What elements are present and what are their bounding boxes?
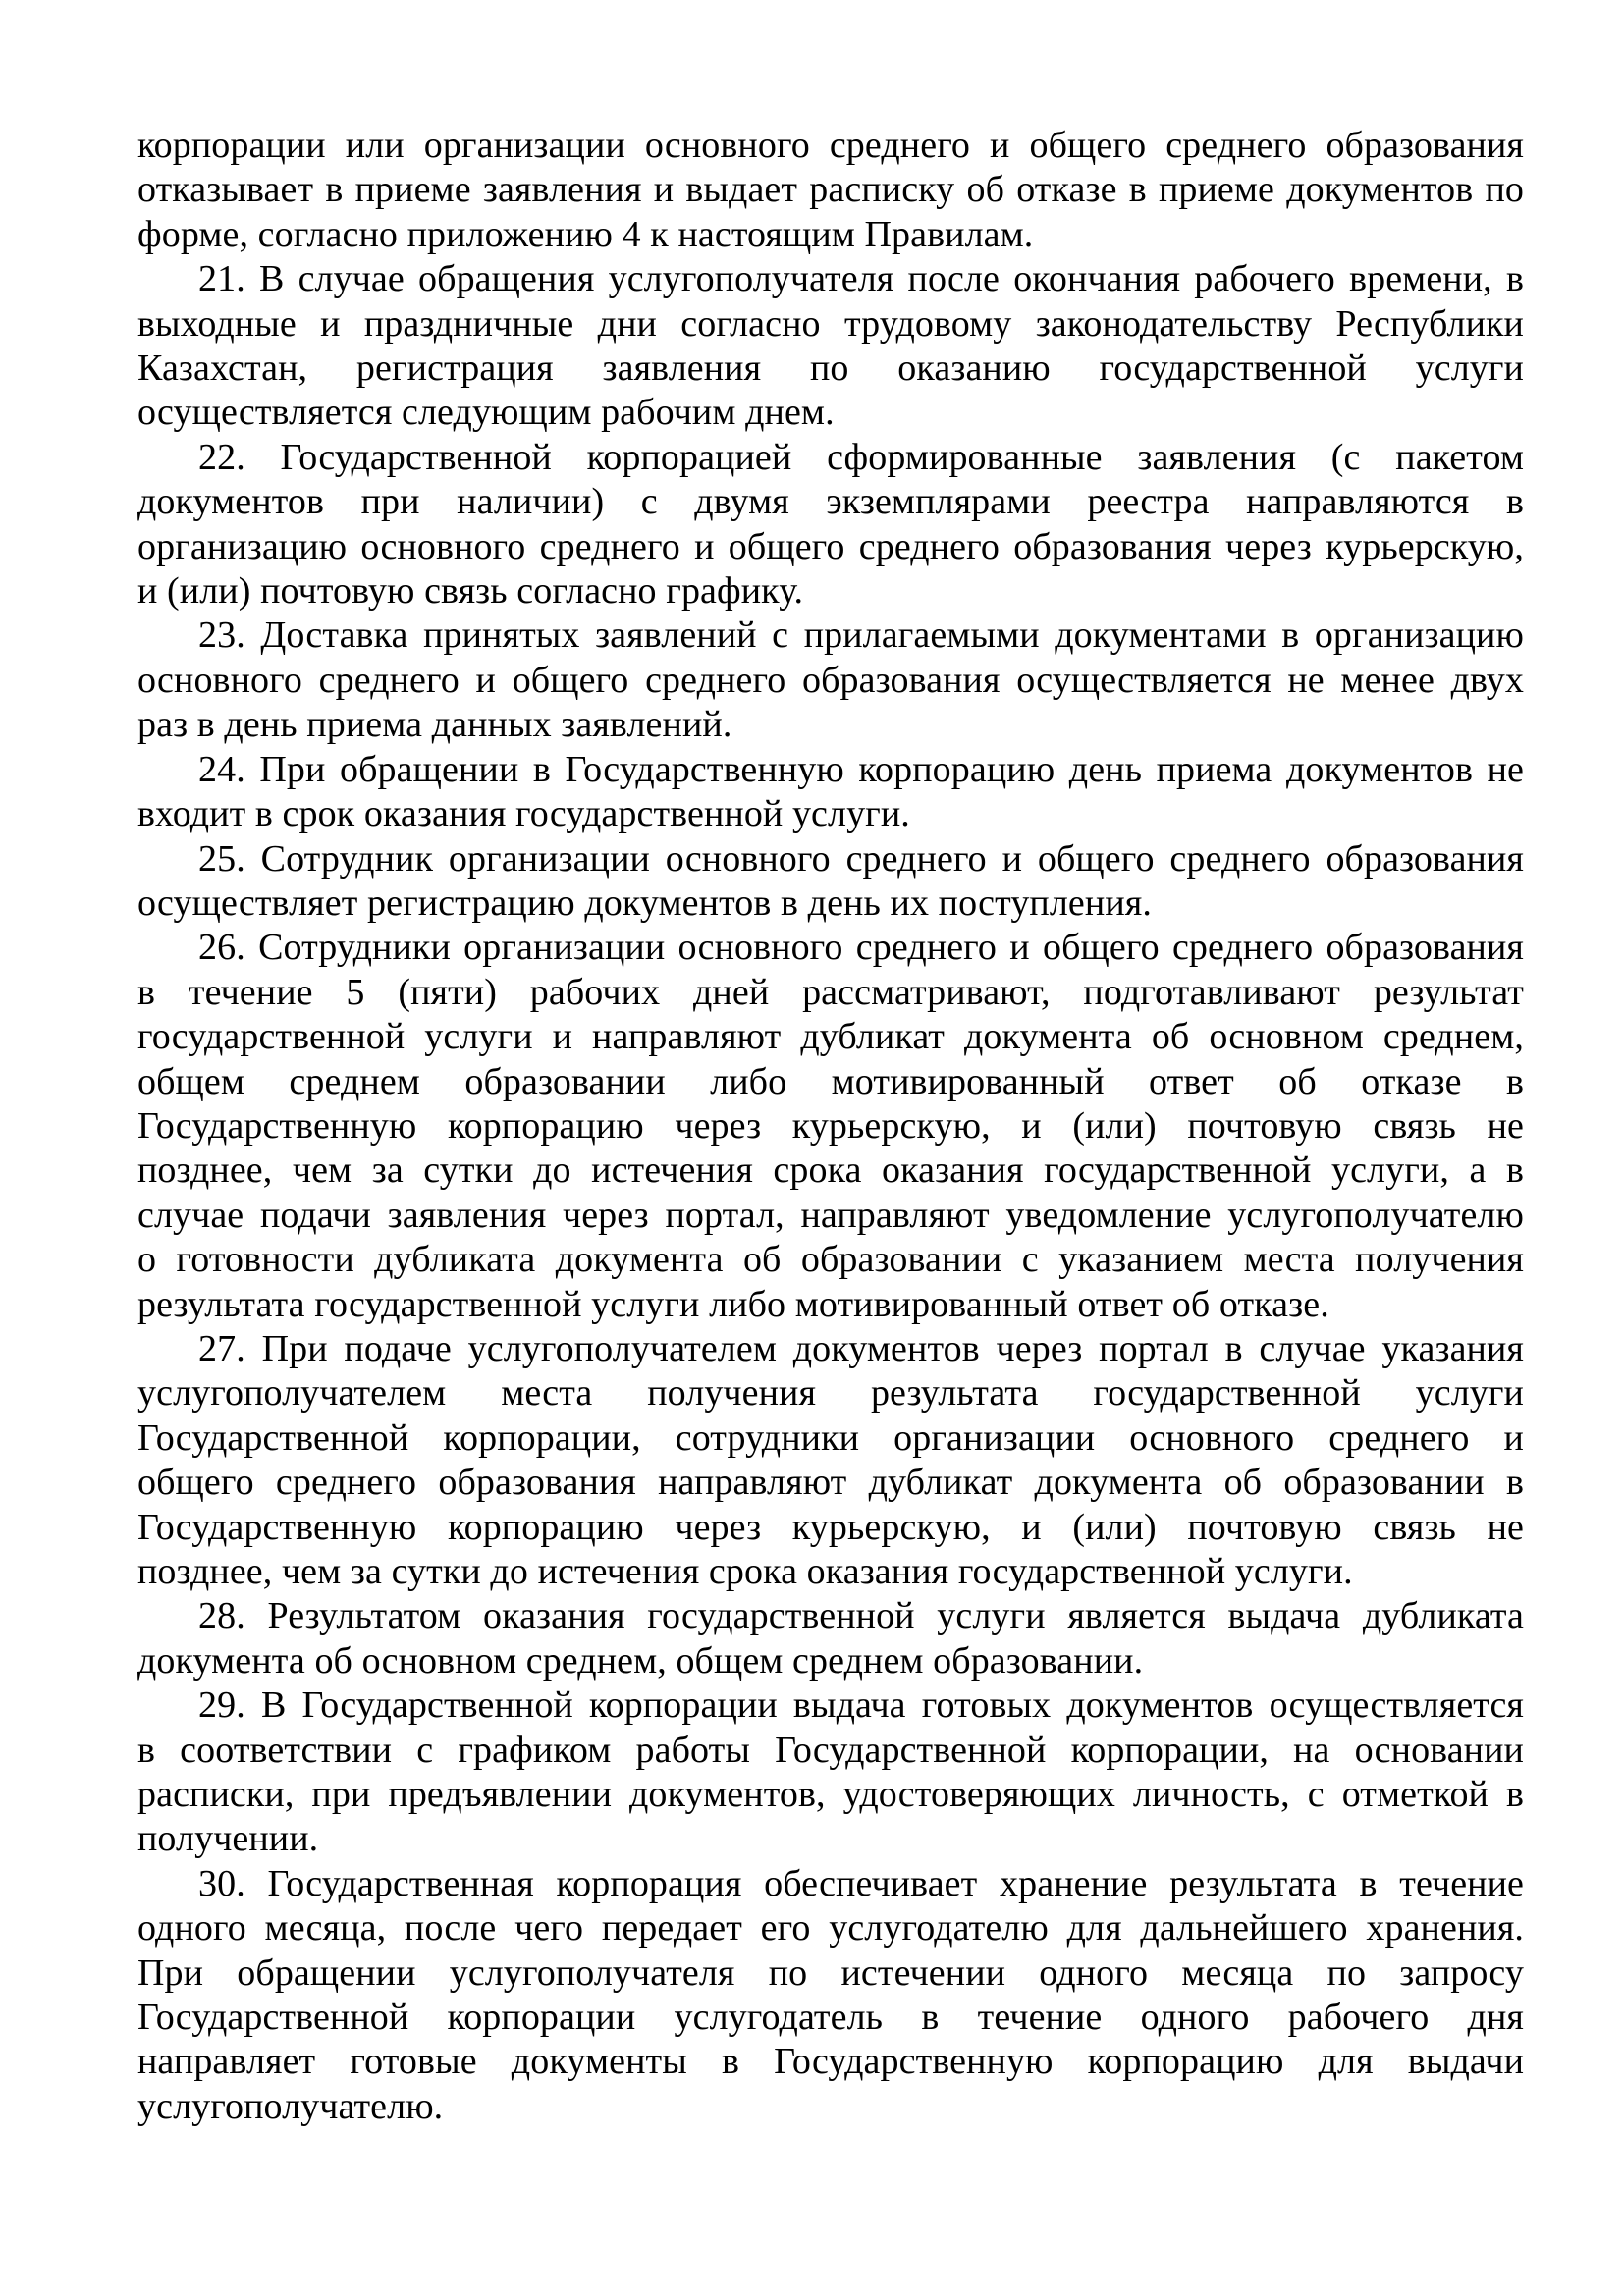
paragraph <box>137 1327 1524 1594</box>
paragraph <box>137 1594 1524 1683</box>
paragraph <box>137 614 1524 747</box>
paragraph <box>137 436 1524 614</box>
text-line: и (или) почтовую связь согласно графику. <box>137 570 804 613</box>
text-line: государственной услуги и направляют дубликат документа об основном среднем, <box>137 1016 1524 1058</box>
text-line: корпорации или организации основного среднего и общего среднего образования <box>137 125 1524 166</box>
paragraph <box>137 1683 1524 1862</box>
text-line: При обращении услугополучателя по истечении одного месяца по запросу <box>137 1951 1524 1994</box>
text-line: направляет готовые документы в Государственную корпорацию для выдачи <box>137 2041 1524 2083</box>
text-line: отказывает в приеме заявления и выдает расписку об отказе в приеме документов по <box>137 169 1524 211</box>
text-line: 23. Доставка принятых заявлений с прилагаемыми документами в организацию <box>198 614 1524 657</box>
paragraph <box>137 1862 1524 2129</box>
text-line: Государственной корпорации, сотрудники организации основного среднего и <box>137 1416 1524 1459</box>
text-line: выходные и праздничные дни согласно трудовому законодательству Республики <box>137 302 1524 345</box>
text-line: организацию основного среднего и общего среднего образования через курьерскую, <box>137 525 1524 567</box>
text-line: позднее, чем за сутки до истечения срока оказания государственной услуги, а в <box>137 1149 1524 1192</box>
text-line: Казахстан, регистрация заявления по оказанию государственной услуги <box>137 347 1524 390</box>
text-line: в течение 5 (пяти) рабочих дней рассматривают, подготавливают результат <box>137 971 1524 1013</box>
text-line: 27. При подаче услугополучателем документов через портал в случае указания <box>198 1327 1524 1369</box>
text-line: 30. Государственная корпорация обеспечивает хранение результата в течение <box>198 1862 1524 1904</box>
text-line: форме, согласно приложению 4 к настоящим Правилам. <box>137 213 1034 255</box>
text-line: документа об основном среднем, общем среднем образовании. <box>137 1639 1144 1682</box>
text-line: общего среднего образования направляют дубликат документа об образовании в <box>137 1462 1524 1504</box>
paragraph <box>137 837 1524 927</box>
text-line: Государственной корпорации услугодатель в течение одного рабочего дня <box>137 1997 1524 2039</box>
text-line: о готовности дубликата документа об образовании с указанием места получения <box>137 1239 1524 1281</box>
text-line: 22. Государственной корпорацией сформированные заявления (с пакетом <box>198 436 1524 478</box>
text-line: общем среднем образовании либо мотивированный ответ об отказе в <box>137 1060 1524 1102</box>
text-line: случае подачи заявления через портал, направляют уведомление услугополучателю <box>137 1194 1524 1236</box>
text-line: позднее, чем за сутки до истечения срока оказания государственной услуги. <box>137 1551 1353 1592</box>
text-line: осуществляется следующим рабочим днем. <box>137 392 835 434</box>
text-line: 21. В случае обращения услугополучателя после окончания рабочего времени, в <box>198 258 1524 300</box>
text-line: 28. Результатом оказания государственной услуги является выдача дубликата <box>198 1595 1524 1637</box>
text-line: осуществляет регистрацию документов в день их поступления. <box>137 881 1152 924</box>
document-text <box>137 124 1524 2129</box>
text-line: раз в день приема данных заявлений. <box>137 704 732 746</box>
text-line: в соответствии с графиком работы Государственной корпорации, на основании <box>137 1729 1524 1771</box>
paragraph <box>137 926 1524 1327</box>
text-line: документов при наличии) с двумя экземплярами реестра направляются в <box>137 481 1524 523</box>
paragraph <box>137 748 1524 837</box>
text-line: 26. Сотрудники организации основного среднего и общего среднего образования <box>198 927 1524 969</box>
text-line: Государственную корпорацию через курьерскую, и (или) почтовую связь не <box>137 1104 1524 1147</box>
text-line: 25. Сотрудник организации основного среднего и общего среднего образования <box>198 837 1524 880</box>
text-line: результата государственной услуги либо мотивированный ответ об отказе. <box>137 1283 1329 1325</box>
text-line: одного месяца, после чего передает его услугодателю для дальнейшего хранения. <box>137 1907 1524 1949</box>
text-line: расписки, при предъявлении документов, удостоверяющих личность, с отметкой в <box>137 1774 1524 1816</box>
paragraph <box>137 124 1524 257</box>
text-line: услугополучателю. <box>137 2085 444 2127</box>
text-line: 29. В Государственной корпорации выдача готовых документов осуществляется <box>198 1684 1524 1727</box>
text-line: входит в срок оказания государственной услуги. <box>137 793 910 835</box>
text-line: услугополучателем места получения результата государственной услуги <box>137 1372 1524 1415</box>
text-line: 24. При обращении в Государственную корпорацию день приема документов не <box>198 748 1524 790</box>
paragraph <box>137 257 1524 436</box>
text-line: Государственную корпорацию через курьерскую, и (или) почтовую связь не <box>137 1506 1524 1548</box>
text-line: получении. <box>137 1818 319 1860</box>
text-line: основного среднего и общего среднего образования осуществляется не менее двух <box>137 659 1524 701</box>
